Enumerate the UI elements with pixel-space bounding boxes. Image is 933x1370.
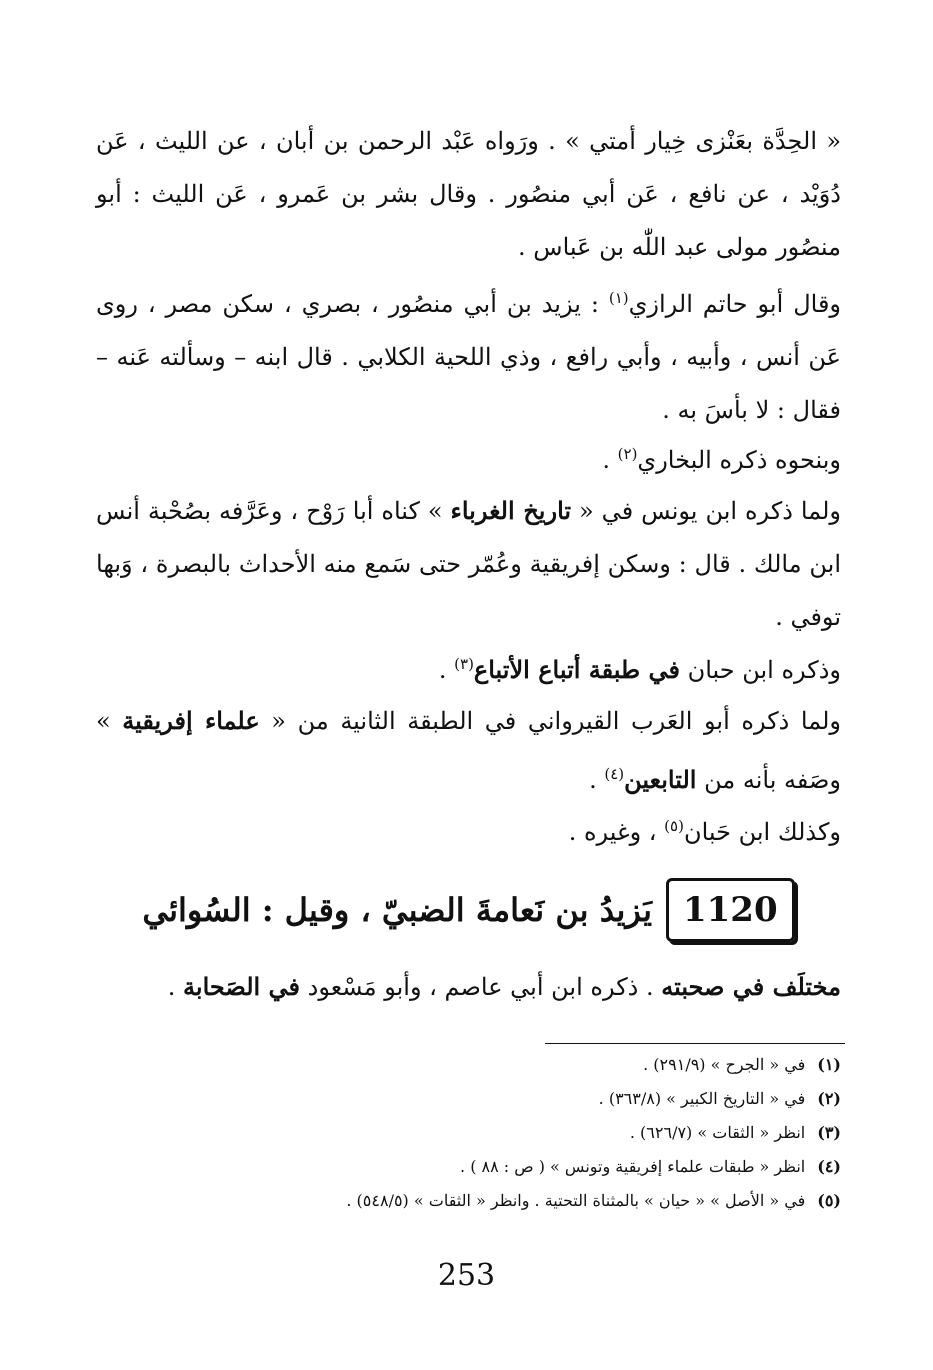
bold-phrase: في طبقة أتباع الأتباع: [473, 655, 680, 684]
footnote-ref[interactable]: (٥): [664, 817, 684, 835]
footnote-number: (٢): [817, 1089, 841, 1108]
paragraph-text: » كناه أبا رَوْح ، وعَرَّفه بصُحْبة أنس ابن مالك . قال : وسكن إفريقية وعُمّر حتى سَمع منه الأحداث بالبصرة ، وَبها توفي .: [96, 497, 841, 631]
footnote-item: [96, 1116, 841, 1150]
footnote-ref[interactable]: (٢): [617, 445, 638, 463]
footnote-number: (١): [817, 1055, 841, 1074]
footnote-item: [96, 1150, 841, 1184]
paragraph-text: وذكره ابن حبان: [679, 656, 841, 684]
footnote-ref[interactable]: (٣): [454, 655, 474, 673]
footnote-divider: [545, 1043, 845, 1044]
paragraph-5: [96, 638, 841, 697]
paragraph-text: : يزيد بن أبي منصُور ، بصري ، سكن مصر ، روى عَن أنس ، وأبيه ، وأبي رافع ، وذي اللحية الكلابي . قال ابنه – وسألته عَنه – فقال : لا بأسَ به .: [96, 290, 841, 424]
book-title: تاريخ الغرباء: [450, 496, 572, 525]
footnote-item: [96, 1184, 841, 1218]
paragraph-text: وكذلك ابن حَبان: [683, 818, 841, 846]
entry-summary: [96, 960, 841, 1014]
paragraph-text: « الحِدَّة بعَنْزى خِيار أمتي » . ورَواه عَبْد الرحمن بن أبان ، عن الليث ، عَن دُوَيْد ، عن نافع ، عَن أبي منصُور . وقال بشر بن عَمرو ، عَن الليث : أبو منصُور مولى عبد اللّٰه بن عَباس .: [96, 127, 841, 261]
footnote-number: (٣): [817, 1123, 841, 1142]
paragraph-1: [96, 115, 841, 274]
paragraph-text: .: [438, 656, 455, 684]
entry-title: يَزيدُ بن نَعامةَ الضبيّ ، وقيل : السُوائي: [142, 891, 652, 929]
footnote-text: انظر « طبقات علماء إفريقية وتونس » ( ص : ٨٨ ) .: [460, 1157, 806, 1176]
entry-number-box: 1120: [666, 878, 795, 942]
paragraph-text: » وصَفه بأنه من: [96, 707, 841, 794]
bold-phrase: مختلَف في صحبته: [661, 972, 841, 1001]
paragraph-text: .: [167, 973, 184, 1001]
paragraph-text: وبنحوه ذكره البخاري: [637, 446, 841, 474]
footnote-text: في « الأصل » « حيان » بالمثناة التحتية . وانظر « الثقات » (٥٤٨/٥) .: [346, 1191, 806, 1210]
footnote-number: (٥): [817, 1191, 841, 1210]
footnote-number: (٤): [817, 1157, 841, 1176]
bold-phrase: في الصَحابة: [183, 972, 301, 1001]
bold-phrase: التابعين: [624, 765, 697, 794]
paragraph-text: . ذكره ابن أبي عاصم ، وأبو مَسْعود: [300, 973, 662, 1001]
footnotes-list: [96, 1048, 841, 1218]
paragraph-text: .: [602, 446, 618, 474]
entry-heading: [96, 870, 841, 950]
page-number: 253: [437, 1258, 496, 1293]
footnote-ref[interactable]: (٤): [604, 765, 625, 783]
paragraph-2: [96, 272, 841, 437]
footnote-text: في « التاريخ الكبير » (٣٦٣/٨) .: [598, 1089, 806, 1108]
paragraph-text: ولما ذكره ابن يونس في «: [571, 497, 841, 525]
paragraph-3: [96, 428, 841, 487]
paragraph-text: ، وغيره .: [568, 818, 665, 846]
paragraph-text: ولما ذكره أبو العَرب القيرواني في الطبقة الثانية من «: [259, 707, 842, 735]
paragraph-4: [96, 484, 841, 644]
footnote-item: [96, 1048, 841, 1082]
footnote-text: انظر « الثقات » (٦٢٦/٧) .: [629, 1123, 806, 1142]
paragraph-7: [96, 800, 841, 859]
paragraph-text: وقال أبو حاتم الرازي: [628, 290, 842, 318]
footnote-text: في « الجرح » (٢٩١/٩) .: [643, 1055, 806, 1074]
book-title: علماء إفريقية: [122, 706, 260, 735]
paragraph-6: [96, 694, 841, 807]
footnote-ref[interactable]: (١): [608, 289, 629, 307]
footnote-item: [96, 1082, 841, 1116]
paragraph-text: .: [589, 766, 605, 794]
